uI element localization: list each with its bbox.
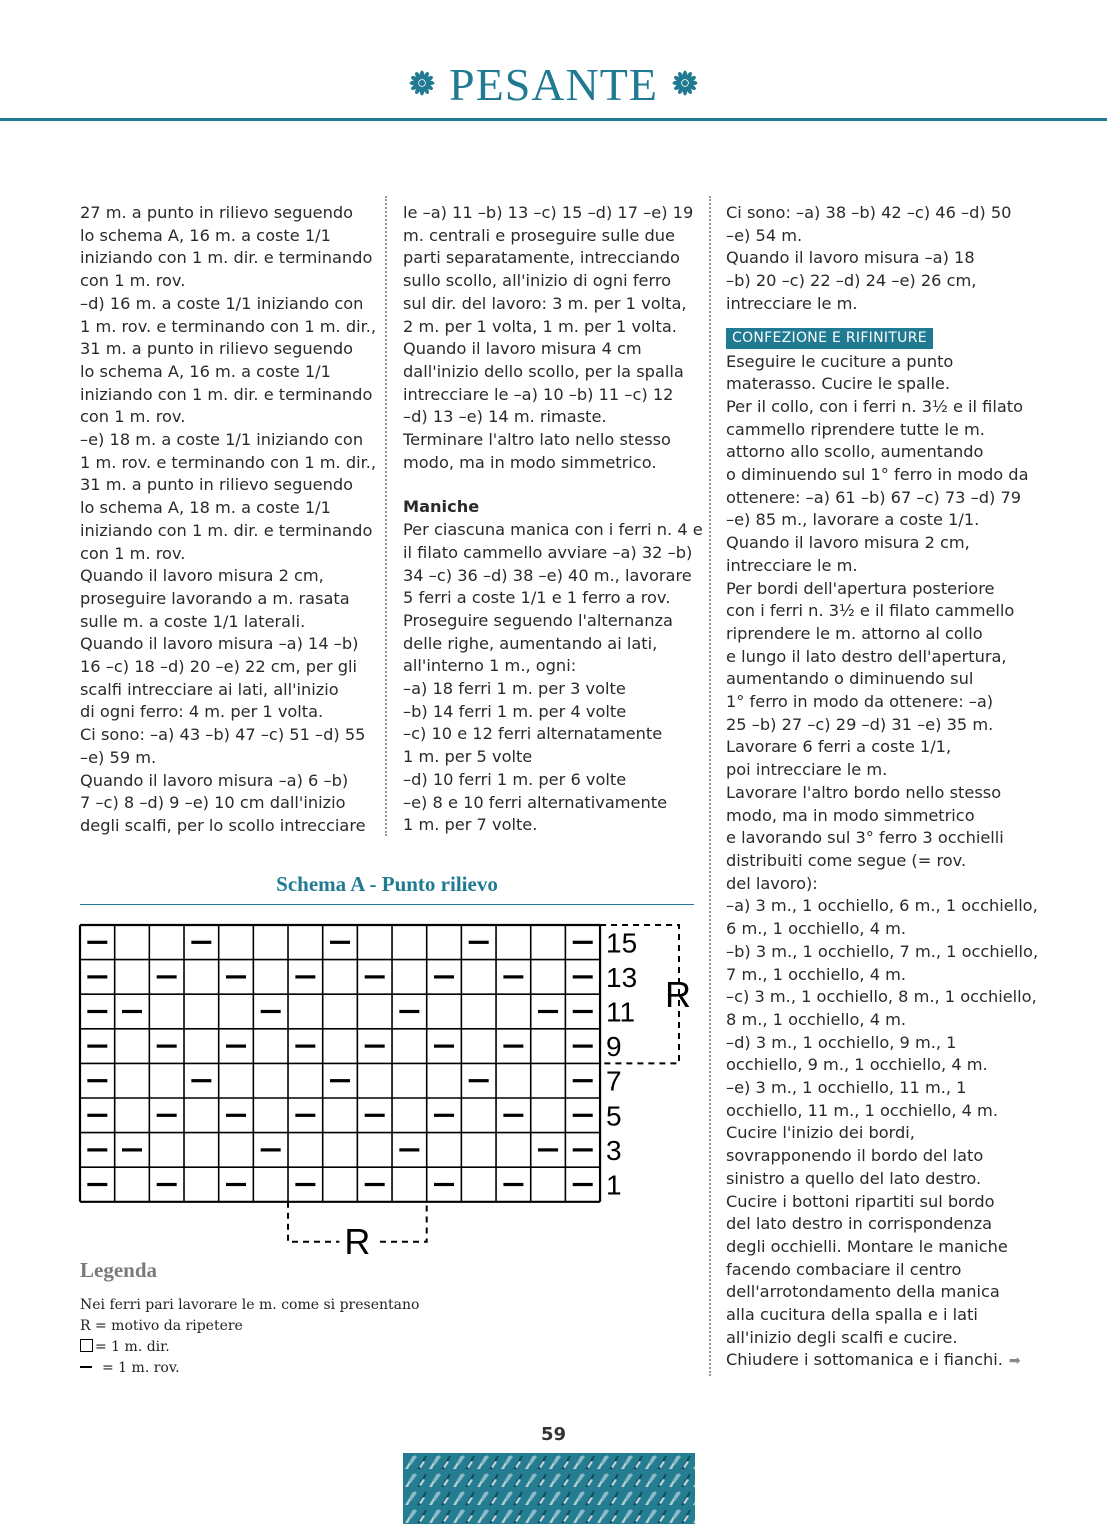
legend — [80, 1295, 419, 1379]
text-line: 7 m., 1 occhiello, 4 m. — [726, 964, 907, 984]
purl-stitch-mark — [226, 1114, 246, 1117]
purl-stitch-mark — [503, 1045, 523, 1048]
text-line: facendo combaciare il centro — [726, 1259, 962, 1279]
row-number-label: 3 — [606, 1134, 622, 1166]
purl-stitch-symbol — [80, 1366, 92, 1368]
row-number-label: 7 — [606, 1065, 622, 1097]
purl-stitch-mark — [573, 975, 593, 978]
legend-line: Nei ferri pari lavorare le m. come si presentano — [80, 1297, 420, 1313]
legend-line: R = motivo da ripetere — [80, 1318, 243, 1334]
text-line: –d) 16 m. a coste 1/1 iniziando con — [80, 293, 364, 313]
text-line: 34 –c) 36 –d) 38 –e) 40 m., lavorare — [403, 565, 692, 585]
text-line: –d) 3 m., 1 occhiello, 9 m., 1 — [726, 1032, 957, 1052]
text-line: –e) 8 e 10 ferri alternativamente — [403, 792, 668, 812]
purl-stitch-mark — [157, 1183, 177, 1186]
text-line: alla cucitura della spalla e i lati — [726, 1305, 978, 1325]
text-line: Cucire i bottoni ripartiti sul bordo — [726, 1191, 995, 1211]
text-line: dall'inizio dello scollo, per la spalla — [403, 361, 684, 381]
purl-stitch-mark — [87, 1079, 107, 1082]
text-line: del lavoro): — [726, 873, 818, 893]
text-line: –e) 18 m. a coste 1/1 iniziando con — [80, 430, 364, 450]
knit-texture-image — [403, 1453, 695, 1524]
purl-stitch-mark — [538, 1010, 558, 1013]
text-line: modo, ma in modo simmetrico. — [403, 452, 657, 472]
text-line: Per bordi dell'apertura posteriore — [726, 578, 995, 598]
text-line: 31 m. a punto in rilievo seguendo — [80, 339, 354, 359]
purl-stitch-mark — [122, 1010, 142, 1013]
text-line: –a) 3 m., 1 occhiello, 6 m., 1 occhiello, — [726, 896, 1038, 916]
purl-stitch-mark — [157, 975, 177, 978]
text-line: sulle m. a coste 1/1 laterali. — [80, 611, 306, 631]
text-line: 1 m. rov. e terminando con 1 m. dir., — [80, 316, 377, 336]
text-line: 5 ferri a coste 1/1 e 1 ferro a rov. — [403, 588, 671, 608]
purl-stitch-mark — [295, 1114, 315, 1117]
text-line: occhiello, 11 m., 1 occhiello, 4 m. — [726, 1100, 998, 1120]
purl-stitch-mark — [87, 1010, 107, 1013]
text-line: modo, ma in modo simmetrico — [726, 805, 975, 825]
text-line: aumentando o diminuendo sul — [726, 669, 974, 689]
purl-stitch-mark — [365, 975, 385, 978]
purl-stitch-mark — [434, 1045, 454, 1048]
text-line: 1° ferro in modo da ottenere: –a) — [726, 692, 994, 712]
repeat-label-right: R — [665, 974, 691, 1016]
text-line: intrecciare le –a) 10 –b) 11 –c) 12 — [403, 384, 674, 404]
text-line: Lavorare 6 ferri a coste 1/1, — [726, 737, 952, 757]
text-line: del lato destro in corrispondenza — [726, 1214, 993, 1234]
text-line: le –a) 11 –b) 13 –c) 15 –d) 17 –e) 19 — [403, 203, 694, 222]
legend-knit-label: = 1 m. dir. — [95, 1339, 170, 1355]
text-line: lo schema A, 16 m. a coste 1/1 — [80, 361, 331, 381]
text-line: o diminuendo sul 1° ferro in modo da — [726, 465, 1029, 485]
purl-stitch-mark — [573, 1183, 593, 1186]
text-line: delle righe, aumentando ai lati, — [403, 633, 658, 653]
text-line: intrecciare le m. — [726, 293, 858, 313]
purl-stitch-mark — [226, 975, 246, 978]
row-number-label: 9 — [606, 1031, 622, 1063]
purl-stitch-mark — [503, 1183, 523, 1186]
text-line: sovrapponendo il bordo del lato — [726, 1146, 984, 1166]
text-line: Proseguire seguendo l'alternanza — [403, 610, 673, 630]
text-line: –e) 85 m., lavorare a coste 1/1. — [726, 510, 980, 530]
text-line: materasso. Cucire le spalle. — [726, 374, 951, 394]
text-line: attorno allo scollo, aumentando — [726, 442, 984, 462]
text-line: occhiello, 9 m., 1 occhiello, 4 m. — [726, 1055, 988, 1075]
text-line: il filato cammello avviare –a) 32 –b) — [403, 542, 693, 562]
text-line: –d) 13 –e) 14 m. rimaste. — [403, 407, 607, 427]
purl-stitch-mark — [87, 975, 107, 978]
purl-stitch-mark — [295, 1183, 315, 1186]
text-line: degli occhielli. Montare le maniche — [726, 1236, 1008, 1256]
text-line: iniziando con 1 m. dir. e terminando — [80, 384, 373, 404]
text-line: Quando il lavoro misura –a) 18 — [726, 248, 975, 268]
section-tag-confezione: CONFEZIONE E RIFINITURE — [726, 328, 933, 349]
text-line: 16 –c) 18 –d) 20 –e) 22 cm, per gli — [80, 657, 358, 677]
purl-stitch-mark — [573, 1114, 593, 1117]
purl-stitch-mark — [573, 1079, 593, 1082]
row-number-label: 11 — [606, 996, 636, 1028]
text-line: –b) 20 –c) 22 –d) 24 –e) 26 cm, — [726, 271, 977, 291]
text-line: sul dir. del lavoro: 3 m. per 1 volta, — [403, 293, 687, 313]
text-line: riprendere le m. attorno al collo — [726, 623, 983, 643]
text-line: con 1 m. rov. — [80, 407, 186, 427]
text-line: sullo scollo, all'inizio di ogni ferro — [403, 271, 672, 291]
legend-purl-label: = 1 m. rov. — [102, 1360, 180, 1376]
purl-stitch-mark — [469, 941, 489, 944]
text-line: 7 –c) 8 –d) 9 –e) 10 cm dall'inizio — [80, 793, 346, 813]
page-title: PESANTE — [449, 59, 658, 110]
text-line: –a) 18 ferri 1 m. per 3 volte — [403, 679, 626, 699]
text-line: Terminare l'altro lato nello stesso — [403, 430, 671, 450]
purl-stitch-mark — [191, 1079, 211, 1082]
text-line: Ci sono: –a) 43 –b) 47 –c) 51 –d) 55 — [80, 725, 366, 745]
purl-stitch-mark — [226, 1183, 246, 1186]
purl-stitch-mark — [191, 941, 211, 944]
text-line: 1 m. per 5 volte — [403, 747, 533, 767]
text-line: 8 m., 1 occhiello, 4 m. — [726, 1009, 907, 1029]
text-line: Quando il lavoro misura –a) 14 –b) — [80, 634, 359, 654]
purl-stitch-mark — [503, 975, 523, 978]
text-line: Chiudere i sottomanica e i fianchi. ➡ — [726, 1349, 1026, 1373]
purl-stitch-mark — [573, 1010, 593, 1013]
row-number-label: 1 — [606, 1169, 622, 1201]
text-line: con i ferri n. 3½ e il filato cammello — [726, 601, 1015, 621]
legend-line — [80, 1337, 419, 1358]
purl-stitch-mark — [87, 1114, 107, 1117]
text-line: parti separatamente, intrecciando — [403, 248, 680, 268]
purl-stitch-mark — [434, 975, 454, 978]
text-line: Per il collo, con i ferri n. 3½ e il filato — [726, 396, 1024, 416]
purl-stitch-mark — [538, 1148, 558, 1151]
text-line: m. centrali e proseguire sulle due — [403, 225, 675, 245]
text-line: Per ciascuna manica con i ferri n. 4 e — [403, 520, 703, 540]
text-line: 1 m. per 7 volte. — [403, 815, 538, 835]
purl-stitch-mark — [87, 1148, 107, 1151]
text-line: Quando il lavoro misura –a) 6 –b) — [80, 770, 349, 790]
purl-stitch-mark — [399, 1148, 419, 1151]
purl-stitch-mark — [573, 941, 593, 944]
knit-stitch-symbol — [80, 1339, 93, 1352]
legend-line — [80, 1358, 419, 1379]
purl-stitch-mark — [330, 941, 350, 944]
text-line: –b) 3 m., 1 occhiello, 7 m., 1 occhiello, — [726, 941, 1039, 961]
text-line: –b) 14 ferri 1 m. per 4 volte — [403, 701, 627, 721]
text-line: proseguire lavorando a m. rasata — [80, 588, 350, 608]
text-line: iniziando con 1 m. dir. e terminando — [80, 248, 373, 268]
text-line: Lavorare l'altro bordo nello stesso — [726, 782, 1002, 802]
purl-stitch-mark — [434, 1114, 454, 1117]
text-line: degli scalfi, per lo scollo intrecciare — [80, 815, 366, 835]
row-number-label: 13 — [606, 961, 638, 993]
text-line: Ci sono: –a) 38 –b) 42 –c) 46 –d) 50 — [726, 203, 1012, 222]
text-line: 2 m. per 1 volta, 1 m. per 1 volta. — [403, 316, 677, 336]
text-line: Quando il lavoro misura 2 cm, — [726, 533, 970, 553]
text-line: Quando il lavoro misura 4 cm — [403, 339, 642, 359]
text-line: ottenere: –a) 61 –b) 67 –c) 73 –d) 79 — [726, 487, 1022, 507]
text-line: Quando il lavoro misura 2 cm, — [80, 566, 324, 586]
text-line: –c) 10 e 12 ferri alternatamente — [403, 724, 663, 744]
purl-stitch-mark — [295, 1045, 315, 1048]
legend-title: Legenda — [80, 1258, 158, 1282]
purl-stitch-mark — [226, 1045, 246, 1048]
schema-title: Schema A - Punto rilievo — [276, 872, 498, 896]
text-line: Eseguire le cuciture a punto — [726, 351, 954, 371]
text-line: lo schema A, 18 m. a coste 1/1 — [80, 498, 331, 518]
text-line: –d) 10 ferri 1 m. per 6 volte — [403, 769, 627, 789]
purl-stitch-mark — [157, 1045, 177, 1048]
purl-stitch-mark — [434, 1183, 454, 1186]
text-line: con 1 m. rov. — [80, 543, 186, 563]
repeat-label-bottom: R — [344, 1220, 371, 1262]
text-line: dell'arrotondamento della manica — [726, 1282, 1000, 1302]
text-line: distribuiti come segue (= rov. — [726, 850, 967, 870]
purl-stitch-mark — [87, 1045, 107, 1048]
purl-stitch-mark — [87, 941, 107, 944]
purl-stitch-mark — [469, 1079, 489, 1082]
text-line: all'interno 1 m., ogni: — [403, 656, 577, 676]
purl-stitch-mark — [330, 1079, 350, 1082]
purl-stitch-mark — [87, 1183, 107, 1186]
purl-stitch-mark — [365, 1045, 385, 1048]
page-number: 59 — [540, 1424, 567, 1445]
text-line: 31 m. a punto in rilievo seguendo — [80, 475, 354, 495]
text-line: 25 –b) 27 –c) 29 –d) 31 –e) 35 m. — [726, 714, 994, 734]
text-line: 6 m., 1 occhiello, 4 m. — [726, 919, 907, 939]
text-line: –e) 54 m. — [726, 225, 803, 245]
purl-stitch-mark — [122, 1148, 142, 1151]
purl-stitch-mark — [503, 1114, 523, 1117]
purl-stitch-mark — [261, 1010, 281, 1013]
text-line: cammello riprendere tutte le m. — [726, 419, 985, 439]
purl-stitch-mark — [261, 1148, 281, 1151]
text-line: 27 m. a punto in rilievo seguendo — [80, 203, 354, 222]
text-line: 1 m. rov. e terminando con 1 m. dir., — [80, 452, 377, 472]
row-number-label: 5 — [606, 1100, 622, 1132]
text-line: sinistro a quello del lato destro. — [726, 1168, 982, 1188]
purl-stitch-mark — [295, 975, 315, 978]
text-line: lo schema A, 16 m. a coste 1/1 — [80, 225, 331, 245]
text-line: iniziando con 1 m. dir. e terminando — [80, 520, 373, 540]
text-line: intrecciare le m. — [726, 555, 858, 575]
text-line: scalfi intrecciare ai lati, all'inizio — [80, 679, 339, 699]
purl-stitch-mark — [573, 1148, 593, 1151]
section-heading-maniche: Maniche — [403, 497, 480, 517]
text-line: poi intrecciare le m. — [726, 760, 888, 780]
purl-stitch-mark — [365, 1183, 385, 1186]
purl-stitch-mark — [157, 1114, 177, 1117]
text-line: –e) 59 m. — [80, 747, 157, 767]
continue-arrow-icon: ➡ — [1008, 1353, 1021, 1370]
text-line: Cucire l'inizio dei bordi, — [726, 1123, 915, 1143]
text-line: –e) 3 m., 1 occhiello, 11 m., 1 — [726, 1078, 967, 1098]
row-number-label: 15 — [606, 927, 638, 959]
text-line: di ogni ferro: 4 m. per 1 volta. — [80, 702, 324, 722]
purl-stitch-mark — [573, 1045, 593, 1048]
text-line: all'inizio degli scalfi e cucire. — [726, 1327, 958, 1347]
text-line: e lungo il lato destro dell'apertura, — [726, 646, 1007, 666]
text-line: con 1 m. rov. — [80, 271, 186, 291]
purl-stitch-mark — [365, 1114, 385, 1117]
text-line: e lavorando sul 3° ferro 3 occhielli — [726, 828, 1004, 848]
purl-stitch-mark — [399, 1010, 419, 1013]
text-line: –c) 3 m., 1 occhiello, 8 m., 1 occhiello, — [726, 987, 1037, 1007]
